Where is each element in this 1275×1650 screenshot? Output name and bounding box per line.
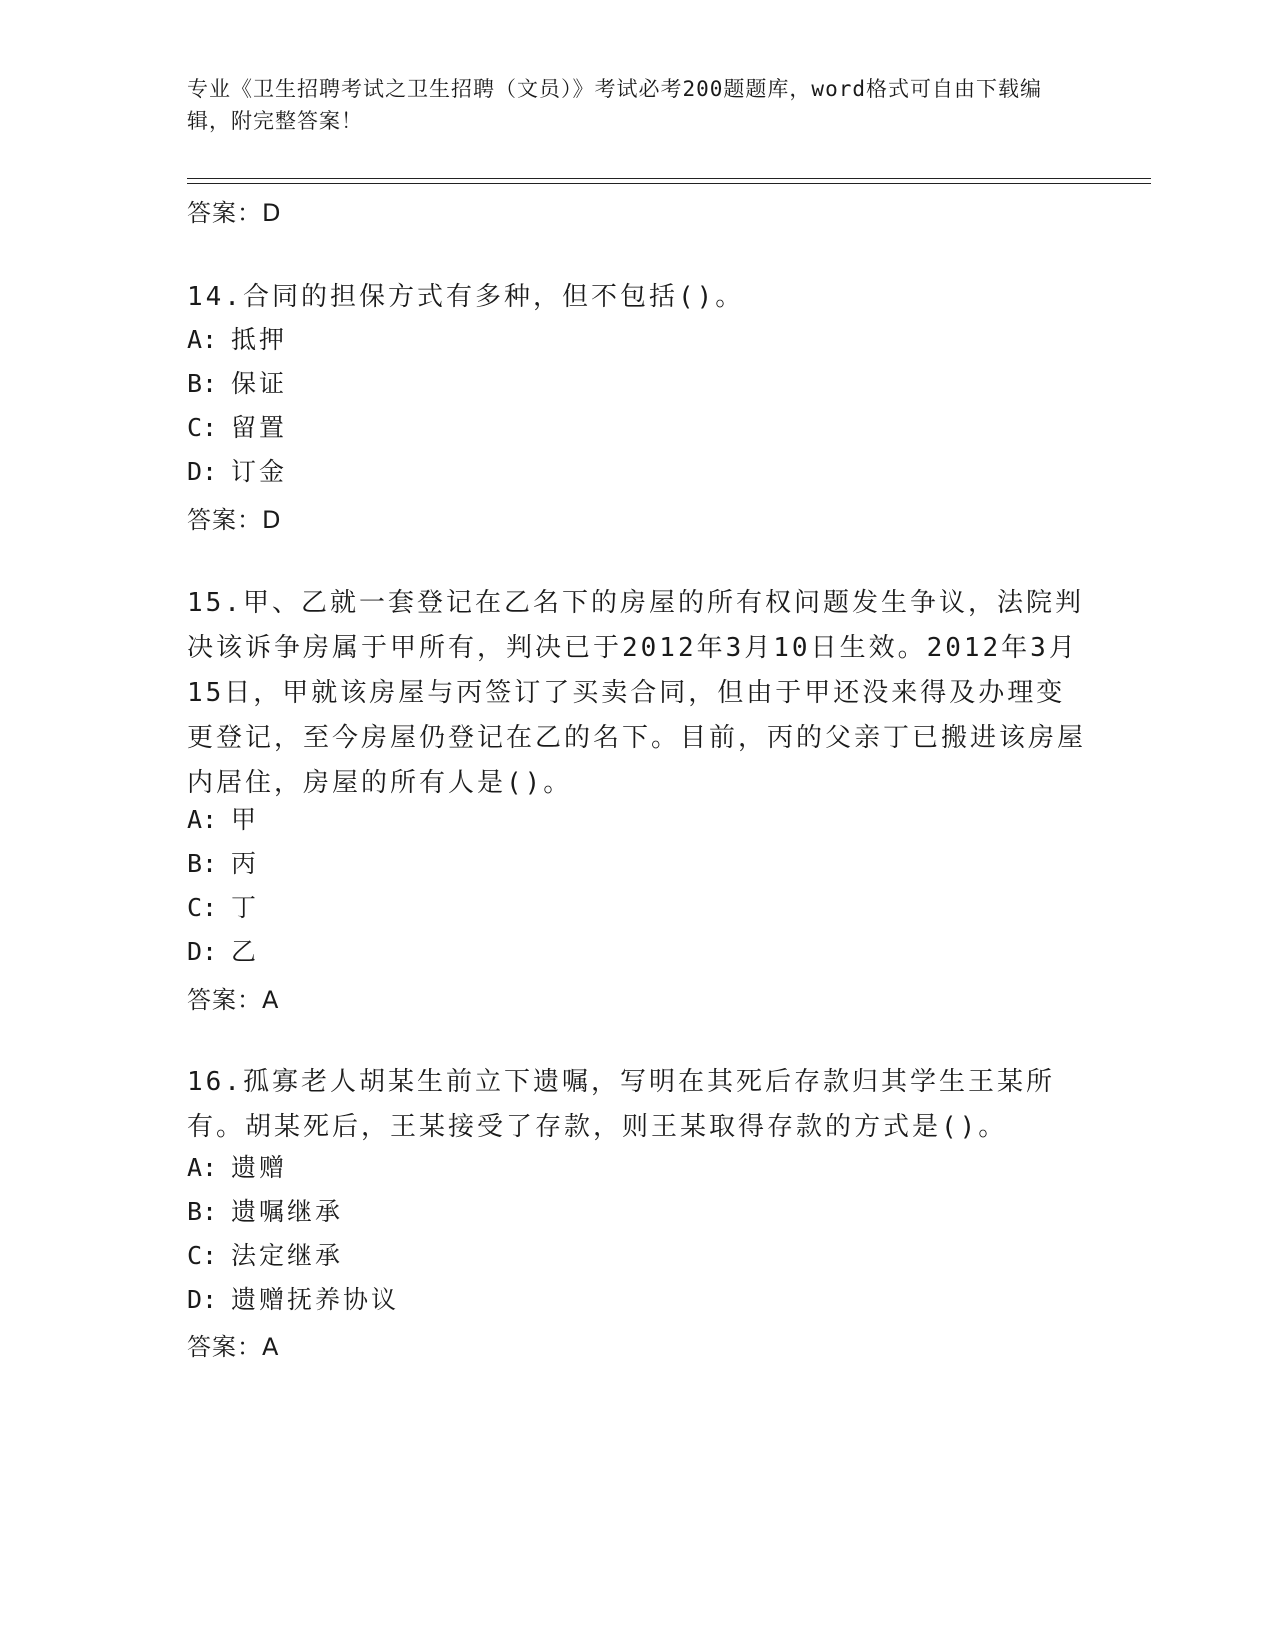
- option-text: 留置: [231, 413, 288, 442]
- option-key: D:: [187, 1285, 218, 1314]
- option-b: [187, 369, 287, 399]
- option-a: [187, 805, 259, 835]
- option-text: 遗赠: [231, 1153, 288, 1182]
- option-text: 乙: [231, 937, 260, 966]
- option-key: A:: [187, 325, 218, 354]
- option-key: C:: [187, 893, 218, 922]
- question-stem-15: 15.甲、乙就一套登记在乙名下的房屋的所有权问题发生争议，法院判决该诉争房属于甲所有，判决已于2012年3月10日生效。2012年3月15日，甲就该房屋与丙签订了买卖合同，但由于甲还没来得及办理变更登记，至今房屋仍登记在乙的名下。目前，丙的父亲丁已搬进该房屋内居住，房屋的所有人是()。: [187, 588, 1087, 798]
- answer-value: D: [262, 506, 282, 534]
- option-text: 法定继承: [231, 1241, 344, 1270]
- question-stem-14: 14.合同的担保方式有多种，但不包括()。: [187, 282, 745, 312]
- option-text: 甲: [231, 805, 260, 834]
- option-c: [187, 1241, 343, 1271]
- option-b: [187, 1197, 343, 1227]
- option-c: [187, 413, 287, 443]
- answer-label: 答案：: [187, 506, 262, 534]
- answer-value: A: [262, 1333, 280, 1361]
- option-c: [187, 893, 259, 923]
- option-text: 丁: [231, 893, 260, 922]
- option-d: [187, 457, 287, 487]
- option-key: D:: [187, 937, 218, 966]
- option-d: [187, 1285, 399, 1315]
- option-key: D:: [187, 457, 218, 486]
- option-text: 遗赠抚养协议: [231, 1285, 400, 1314]
- prev-answer-line: [187, 193, 281, 228]
- answer-label: 答案：: [187, 986, 262, 1014]
- document-header: 专业《卫生招聘考试之卫生招聘（文员）》考试必考200题题库，word格式可自由下载编辑，附完整答案！: [187, 77, 1042, 133]
- option-key: B:: [187, 1197, 218, 1226]
- answer-line-15: [187, 980, 279, 1015]
- option-d: [187, 937, 259, 967]
- option-key: A:: [187, 1153, 218, 1182]
- option-a: [187, 325, 287, 355]
- answer-label: 答案：: [187, 1333, 262, 1361]
- option-text: 丙: [231, 849, 260, 878]
- option-key: C:: [187, 1241, 218, 1270]
- answer-value: D: [262, 199, 282, 227]
- header-divider-top: [187, 178, 1151, 179]
- option-key: A:: [187, 805, 218, 834]
- option-key: B:: [187, 369, 218, 398]
- option-a: [187, 1153, 287, 1183]
- option-text: 遗嘱继承: [231, 1197, 344, 1226]
- answer-value: A: [262, 986, 280, 1014]
- question-stem-16: 16.孤寡老人胡某生前立下遗嘱，写明在其死后存款归其学生王某所有。胡某死后，王某接受了存款，则王某取得存款的方式是()。: [187, 1067, 1055, 1142]
- header-divider-bottom: [187, 183, 1151, 184]
- option-text: 订金: [231, 457, 288, 486]
- answer-line-16: [187, 1327, 279, 1362]
- answer-label: 答案：: [187, 199, 262, 227]
- option-b: [187, 849, 259, 879]
- option-text: 抵押: [231, 325, 288, 354]
- answer-line-14: [187, 500, 281, 535]
- option-key: C:: [187, 413, 218, 442]
- option-text: 保证: [231, 369, 288, 398]
- option-key: B:: [187, 849, 218, 878]
